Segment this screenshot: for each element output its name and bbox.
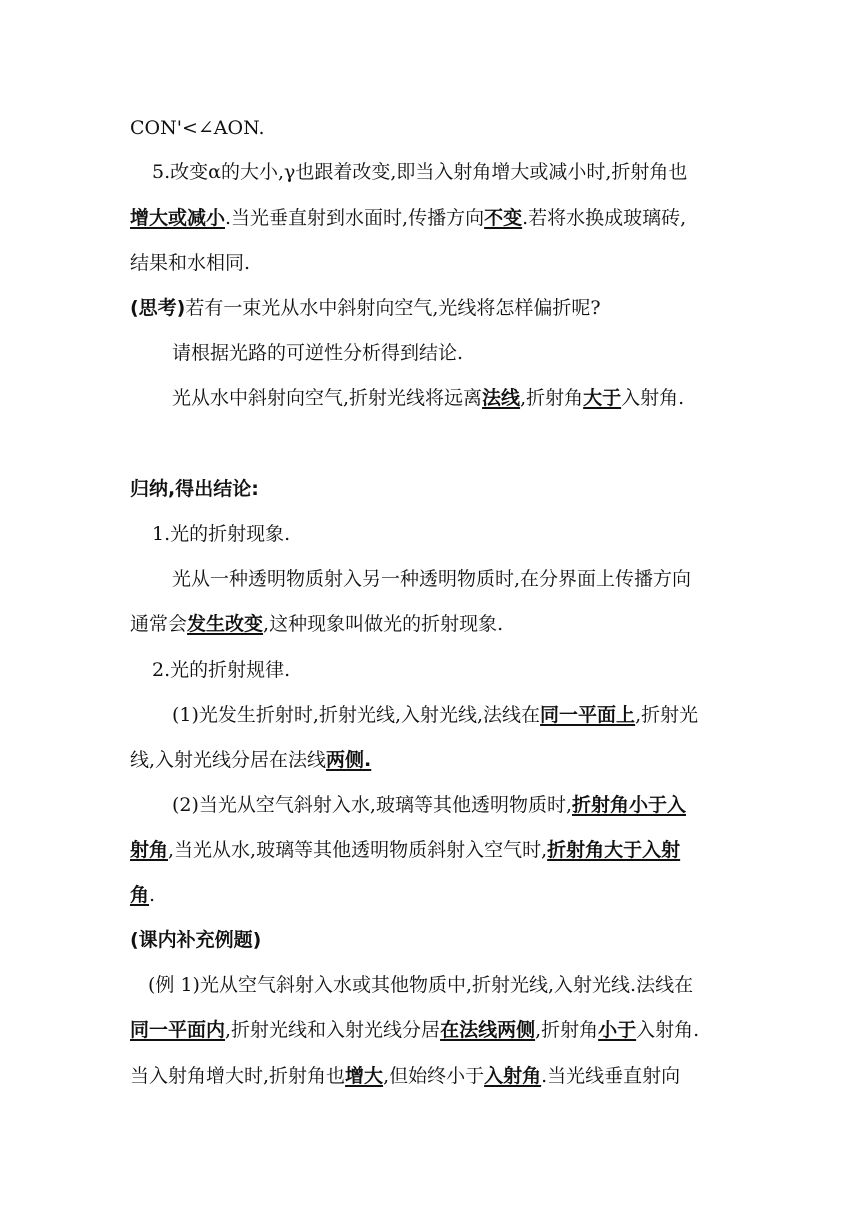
section-label: (思考) <box>130 297 186 319</box>
answer-underlined: 小于 <box>598 1019 637 1041</box>
answer-underlined: 在法线两侧 <box>440 1019 536 1041</box>
answer-underlined: 角 <box>130 884 150 906</box>
text: . <box>149 884 156 906</box>
text: 光从水中斜射向空气,折射光线将远离 <box>172 387 483 409</box>
text-line-11 <box>130 612 503 636</box>
answer-underlined: 增大 <box>345 1065 384 1087</box>
text: 当入射角增大时,折射角也 <box>130 1065 346 1087</box>
text-line-5 <box>130 296 601 320</box>
answer-underlined: 同一平面上 <box>540 704 636 726</box>
answer-underlined: 法线 <box>482 387 521 409</box>
text: .若将水换成玻璃砖, <box>522 207 687 229</box>
text: (2)当光从空气斜射入水,玻璃等其他透明物质时, <box>172 794 572 816</box>
text: ,折射角 <box>535 1019 599 1041</box>
answer-underlined: 大于 <box>583 387 622 409</box>
text: 线,入射光线分居在法线 <box>130 749 327 771</box>
text-line-7 <box>172 386 684 410</box>
answer-underlined: 增大或减小 <box>130 207 226 229</box>
answer-underlined: 不变 <box>484 207 523 229</box>
text-line-1 <box>130 116 265 140</box>
text-line-8 <box>130 477 259 501</box>
text: 请根据光路的可逆性分析得到结论. <box>172 342 464 364</box>
answer-underlined: 折射角大于入射 <box>547 839 681 861</box>
answer-underlined: 射角 <box>130 839 169 861</box>
text-line-18 <box>130 928 261 952</box>
text: 5.改变α的大小,γ也跟着改变,即当入射角增大或减小时,折射角也 <box>152 161 688 183</box>
answer-underlined: 入射角 <box>484 1065 542 1087</box>
text: ,这种现象叫做光的折射现象. <box>263 613 504 635</box>
text-line-21 <box>130 1064 680 1088</box>
text: (1)光发生折射时,折射光线,入射光线,法线在 <box>172 704 541 726</box>
text: ,但始终小于 <box>383 1065 485 1087</box>
text-line-20 <box>130 1018 699 1042</box>
text: ,折射角 <box>520 387 584 409</box>
answer-underlined: 发生改变 <box>187 613 264 635</box>
section-label: (课内补充例题) <box>130 929 262 951</box>
text-line-17 <box>130 883 155 907</box>
text-line-13 <box>172 703 698 727</box>
text: (例 1)光从空气斜射入水或其他物质中,折射光线,入射光线.法线在 <box>148 974 694 996</box>
text: 2.光的折射规律. <box>152 659 291 681</box>
text-line-3 <box>130 206 686 230</box>
text: .当光垂直射到水面时,传播方向 <box>225 207 485 229</box>
text: .当光线垂直射向 <box>541 1065 681 1087</box>
text-line-2 <box>152 160 687 184</box>
text: 若有一束光从水中斜射向空气,光线将怎样偏折呢? <box>185 297 601 319</box>
text-line-12 <box>152 658 290 682</box>
text: 入射角. <box>621 387 685 409</box>
text-line-6 <box>172 341 463 365</box>
text: ,折射光 <box>635 704 699 726</box>
text: 通常会 <box>130 613 188 635</box>
answer-underlined: 两侧. <box>326 749 372 771</box>
text-line-10 <box>172 567 691 591</box>
answer-underlined: 同一平面内 <box>130 1019 226 1041</box>
text-line-4 <box>130 251 250 275</box>
text: 入射角. <box>636 1019 700 1041</box>
answer-underlined: 折射角小于入 <box>572 794 687 816</box>
text: ,折射光线和入射光线分居 <box>225 1019 441 1041</box>
text: CON'<∠AON. <box>130 117 265 139</box>
text: ,当光从水,玻璃等其他透明物质斜射入空气时, <box>168 839 548 861</box>
text-line-16 <box>130 838 680 862</box>
section-heading: 归纳,得出结论: <box>130 478 259 500</box>
text: 结果和水相同. <box>130 252 251 274</box>
text: 1.光的折射现象. <box>152 523 291 545</box>
text: 光从一种透明物质射入另一种透明物质时,在分界面上传播方向 <box>172 568 692 590</box>
text-line-19 <box>148 973 693 997</box>
text-line-15 <box>172 793 686 817</box>
text-line-9 <box>152 522 290 546</box>
text-line-14 <box>130 748 371 772</box>
